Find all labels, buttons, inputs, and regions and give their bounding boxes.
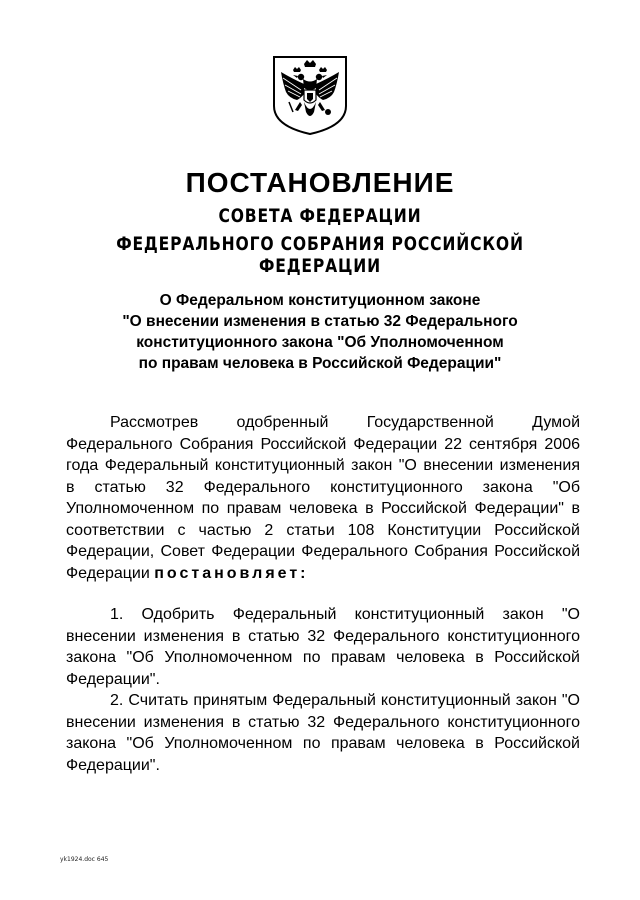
issuer-line-2: ФЕДЕРАЛЬНОГО СОБРАНИЯ РОССИЙСКОЙ ФЕДЕРАЦИИ [116,233,524,277]
preamble-paragraph [66,412,580,584]
heading-line: О Федеральном конституционном законе [159,292,481,309]
coat-of-arms-icon [271,54,349,136]
document-title: ПОСТАНОВЛЕНИЕ [185,167,455,198]
resolution-item-2: 2. Считать принятым Федеральный конституционный закон "О внесении изменения в статью 32 Федерального конституционного закона "Об Уполномоченном по правам человека в Российской Федерации". [66,692,580,774]
resolution-item-1: 1. Одобрить Федеральный конституционный закон "О внесении изменения в статью 32 Федерального конституционного закона "Об Уполномоченном по правам человека в Российской Федерации". [66,606,580,688]
document-body [66,412,580,776]
heading-line: по правам человека в Российской Федерации" [138,355,502,372]
issuer-line-1: СОВЕТА ФЕДЕРАЦИИ [218,205,422,227]
resolves-word: постановляет: [154,564,309,582]
footer-document-code: yk1924.doc 645 [60,856,109,863]
heading-line: конституционного закона "Об Уполномоченном [136,334,504,351]
preamble-text: Рассмотрев одобренный Государственной Думой Федерального Собрания Российской Федерации 22 сентября 2006 года Федеральный конституционный закон "О внесении изменения в статью 32 Федерального конституционного закона "Об Уполномоченном по правам человека в Российской Федерации" в соответствии с частью 2 статьи 108 Конституции Российской Федерации, Совет Федерации Федерального Собрания Российской Федерации [66,414,580,582]
heading-line: "О внесении изменения в статью 32 Федерального [122,313,518,330]
document-heading [60,290,580,374]
